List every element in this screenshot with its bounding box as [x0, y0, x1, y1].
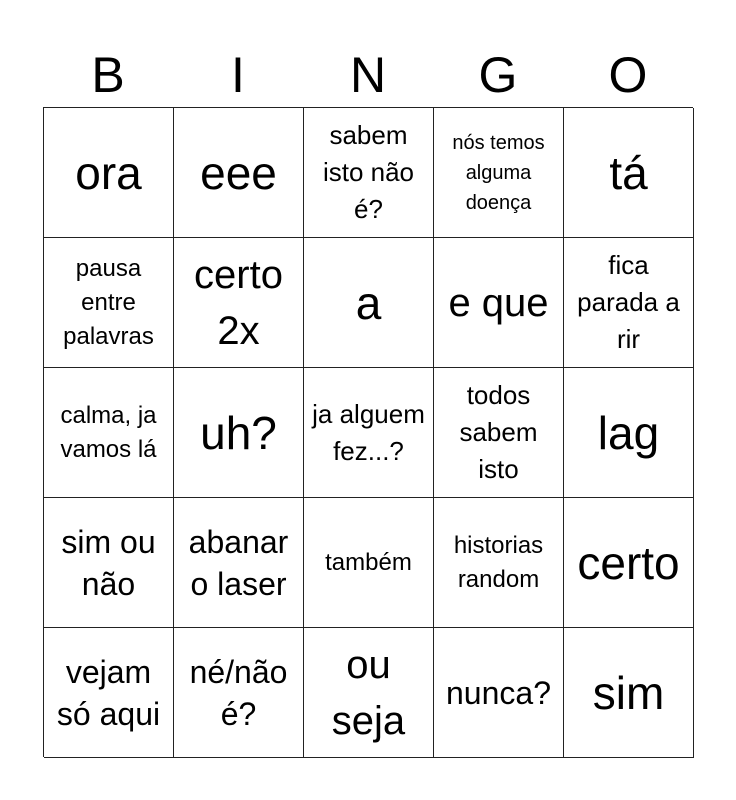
bingo-grid [43, 107, 693, 757]
cell-text: sabem isto não é? [322, 120, 415, 224]
cell-text: ora [75, 146, 142, 199]
bingo-cell-r5c1[interactable] [44, 628, 174, 758]
bingo-cell-r2c1[interactable] [44, 238, 174, 368]
header-letter-o: O [608, 47, 648, 103]
cell-text: sim ou não [61, 523, 156, 602]
header-letter-b: B [91, 47, 125, 103]
bingo-cell-r4c4[interactable] [434, 498, 564, 628]
cell-text: nunca? [446, 674, 551, 711]
cell-text: fica parada a rir [577, 250, 680, 354]
bingo-cell-r1c3[interactable] [304, 108, 434, 238]
bingo-cell-r3c5[interactable] [564, 368, 694, 498]
cell-text: historias random [453, 531, 544, 593]
bingo-cell-r4c5[interactable] [564, 498, 694, 628]
cell-text: uh? [200, 406, 277, 459]
bingo-cell-r2c2[interactable] [174, 238, 304, 368]
cell-text: né/não é? [189, 653, 288, 732]
cell-text: todos sabem isto [459, 380, 538, 484]
bingo-cell-r2c5[interactable] [564, 238, 694, 368]
header-letter-n: N [349, 47, 387, 103]
cell-text: ou seja [331, 642, 406, 743]
bingo-cell-r5c5[interactable] [564, 628, 694, 758]
bingo-header [43, 42, 693, 108]
cell-text: vejam só aqui [56, 653, 161, 732]
bingo-cell-r3c2[interactable] [174, 368, 304, 498]
bingo-cell-r1c5[interactable] [564, 108, 694, 238]
cell-text: pausa entre palavras [63, 254, 154, 350]
cell-text: tá [609, 146, 648, 199]
cell-text: nós temos alguma doença [452, 131, 545, 214]
cell-text: e que [448, 280, 549, 325]
cell-text: abanar o laser [188, 523, 289, 602]
cell-text: também [325, 548, 412, 576]
bingo-cell-r5c4[interactable] [434, 628, 564, 758]
bingo-cell-r1c1[interactable] [44, 108, 174, 238]
header-letter-i: I [231, 47, 245, 103]
bingo-cell-r3c4[interactable] [434, 368, 564, 498]
header-letter-g: G [478, 47, 518, 103]
cell-text: calma, ja vamos lá [60, 401, 157, 463]
bingo-cell-r4c3[interactable] [304, 498, 434, 628]
cell-text: sim [592, 666, 665, 719]
bingo-cell-r5c3[interactable] [304, 628, 434, 758]
cell-text: lag [597, 406, 660, 459]
bingo-cell-r3c3[interactable] [304, 368, 434, 498]
cell-text: a [355, 276, 382, 329]
bingo-cell-r4c2[interactable] [174, 498, 304, 628]
cell-text: certo [577, 536, 680, 589]
bingo-cell-r5c2[interactable] [174, 628, 304, 758]
bingo-cell-r2c3[interactable] [304, 238, 434, 368]
bingo-cell-r1c4[interactable] [434, 108, 564, 238]
bingo-cell-r3c1[interactable] [44, 368, 174, 498]
cell-text: eee [200, 146, 277, 199]
cell-text: certo 2x [194, 252, 283, 353]
bingo-cell-r2c4[interactable] [434, 238, 564, 368]
bingo-cell-r1c2[interactable] [174, 108, 304, 238]
cell-text: ja alguem fez...? [312, 398, 425, 466]
bingo-cell-r4c1[interactable] [44, 498, 174, 628]
